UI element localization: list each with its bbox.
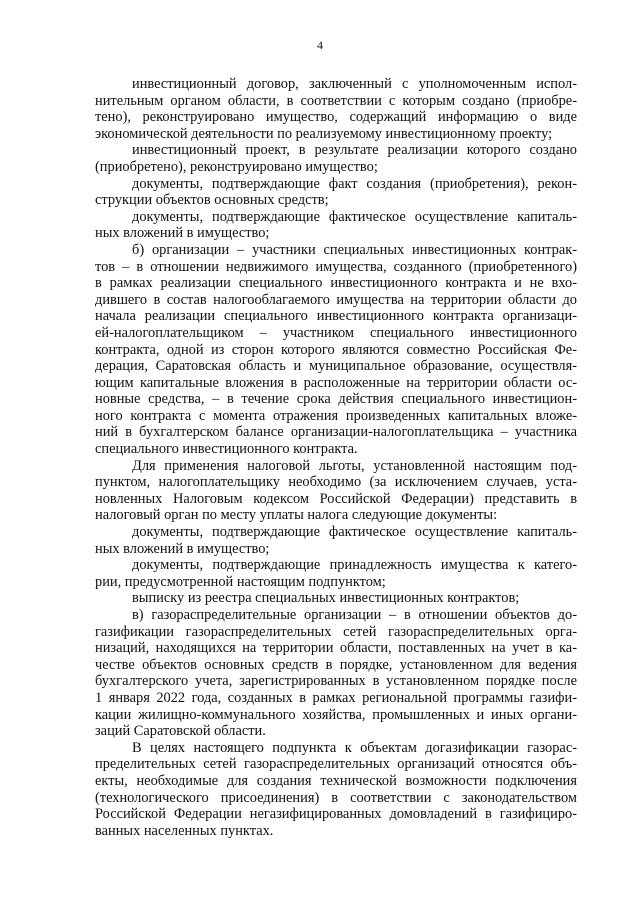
text-line: бухгалтерского учета, зарегистрированных в установленном порядке после [95, 673, 577, 690]
text-line: выписку из реестра специальных инвестиционных контрактов; [132, 590, 520, 607]
text-line: в) газораспределительные организации – в отношении объектов до- [132, 607, 577, 623]
paragraph [95, 590, 577, 607]
text-line: ей-налогоплательщиком – участником специального инвестиционного [95, 324, 577, 341]
text-line: (приобретено), реконструировано имущество; [95, 158, 378, 175]
text-line: газификации газораспределительных сетей газораспределительных орга- [95, 623, 577, 640]
paragraph [95, 458, 577, 524]
text-line: Российской Федерации негазифицированных домовладений в газифициро- [95, 806, 577, 823]
paragraph [95, 607, 577, 740]
text-line: тено), реконструировано имущество, содержащий информацию о виде [95, 109, 577, 126]
text-line: специального инвестиционного контракта. [95, 441, 358, 458]
paragraph [95, 142, 577, 175]
text-line: начала реализации специального инвестиционного контракта организаци- [95, 308, 577, 325]
text-line: дерация, Саратовская область и муниципальное образование, осуществля- [95, 358, 577, 375]
text-line: документы, подтверждающие принадлежность имущества к катего- [132, 557, 577, 574]
paragraph [95, 176, 577, 209]
text-line: ных вложений в имущество; [95, 225, 270, 242]
text-line: пунктом, налогоплательщику необходимо (за исключением случаев, уста- [95, 474, 577, 491]
text-line: кации жилищно-коммунального хозяйства, промышленных и иных органи- [95, 706, 577, 723]
text-line: ных вложений в имущество; [95, 540, 270, 557]
text-line: б) организации – участники специальных инвестиционных контрак- [132, 241, 577, 258]
text-line: документы, подтверждающие фактическое осуществление капиталь- [132, 208, 577, 225]
text-line: документы, подтверждающие факт создания (приобретения), рекон- [132, 175, 577, 192]
page-number: 4 [317, 38, 323, 52]
text-line: нительным органом области, в соответствии с которым создано (приобре- [95, 92, 577, 109]
text-line: документы, подтверждающие фактическое осуществление капиталь- [132, 524, 577, 541]
text-line: инвестиционный договор, заключенный с уполномоченным испол- [132, 76, 577, 92]
text-line: Для применения налоговой льготы, установленной настоящим под- [132, 457, 577, 474]
text-line: В целях настоящего подпункта к объектам догазификации газорас- [132, 739, 577, 756]
paragraph [95, 524, 577, 557]
text-line: низаций, находящихся на территории области, поставленных на учет в ка- [95, 640, 577, 657]
text-line: пределительных сетей газораспределительных организаций относятся объ- [95, 756, 577, 773]
text-line: новленных Налоговым кодексом Российской Федерации) представить в [95, 490, 577, 507]
text-line: струкции объектов основных средств; [95, 192, 329, 209]
paragraph [95, 740, 577, 840]
text-line: ванных населенных пунктах. [95, 822, 274, 839]
text-line: инвестиционный проект, в результате реализации которого создано [132, 142, 577, 159]
text-line: честве объектов основных средств в порядке, установленном для ведения [95, 656, 577, 673]
text-line: в рамках реализации специального инвестиционного контракта и не вхо- [95, 275, 577, 292]
text-line: новные средства, – в течение срока действия специального инвестицион- [95, 391, 577, 408]
paragraph [95, 76, 577, 142]
text-line: дившего в состав налогооблагаемого имущества на территории области до [95, 291, 577, 308]
paragraph [95, 242, 577, 458]
text-line: заций Саратовской области. [95, 723, 266, 740]
document-body [95, 76, 577, 839]
text-line: тов – в отношении недвижимого имущества, созданного (приобретенного) [95, 258, 577, 275]
text-line: экономической деятельности по реализуемому инвестиционному проекту; [95, 125, 553, 142]
text-line: екты, необходимые для создания технической возможности подключения [95, 772, 577, 789]
paragraph [95, 209, 577, 242]
text-line: контракта, одной из сторон которого являются совместно Российская Фе- [95, 341, 577, 358]
text-line: ного контракта с момента отражения произведенных капитальных вложе- [95, 407, 577, 424]
paragraph [95, 557, 577, 590]
text-line: ющим капитальные вложения в расположенные на территории области ос- [95, 374, 577, 391]
text-line: (технологического присоединения) в соответствии с законодательством [95, 789, 577, 806]
text-line: ний в бухгалтерском балансе организации-налогоплательщика – участника [95, 424, 577, 441]
text-line: рии, предусмотренной настоящим подпунктом; [95, 573, 386, 590]
text-line: 1 января 2022 года, созданных в рамках региональной программы газифи- [95, 689, 577, 706]
text-line: налоговый орган по месту уплаты налога следующие документы: [95, 507, 498, 524]
